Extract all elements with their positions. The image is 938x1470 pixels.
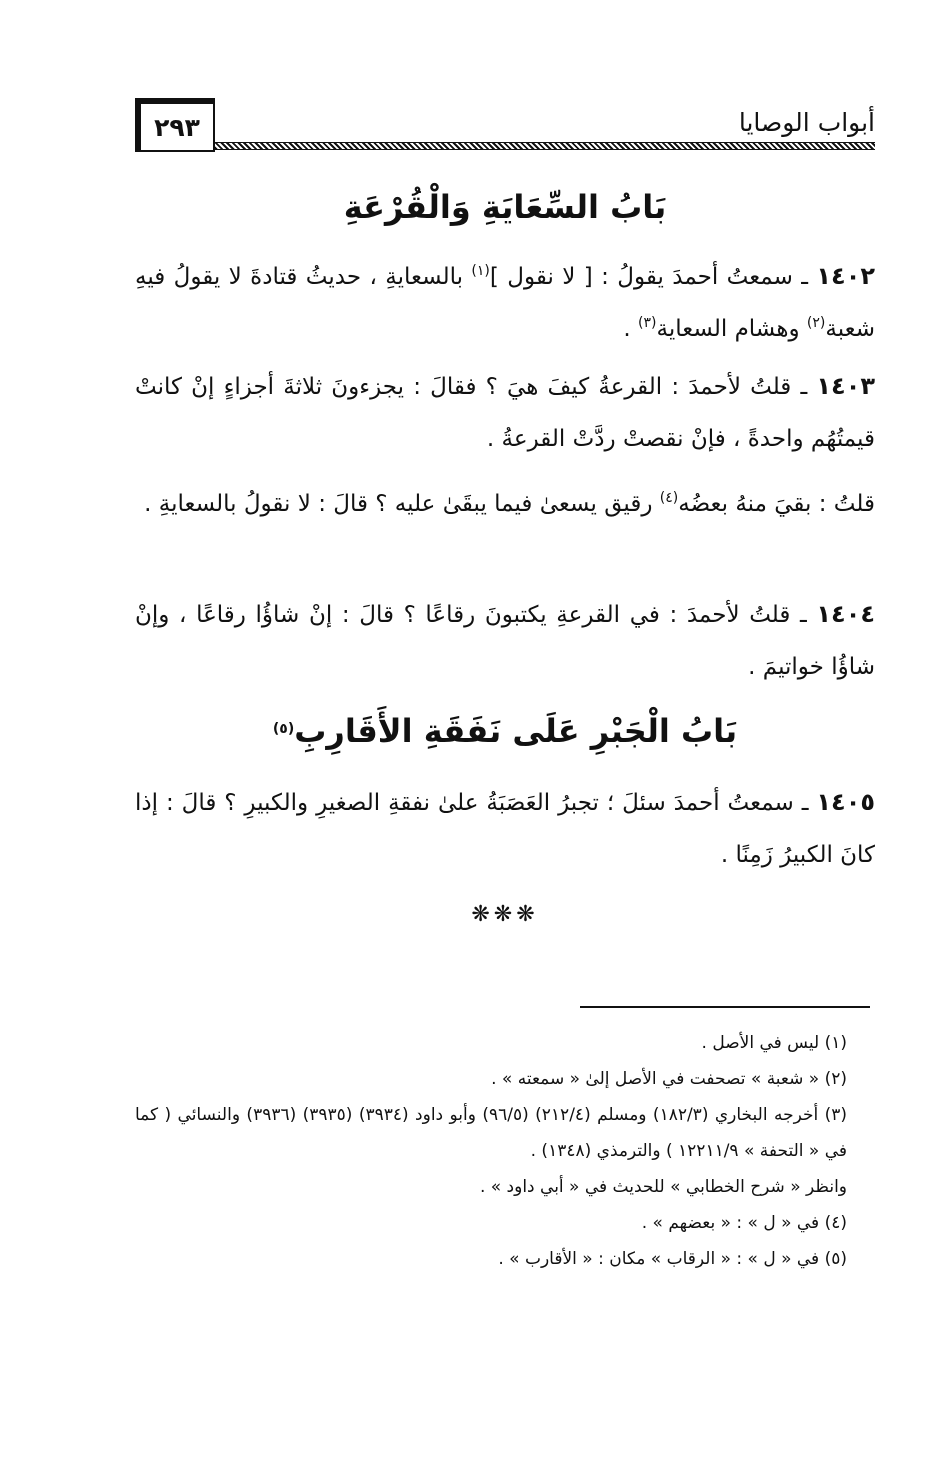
footnote-3: (٣) أخرجه البخاري (١٨٢/٣) ومسلم (٢١٢/٤) (٩٦/٥) وأبو داود (٣٩٣٤) (٣٩٣٥) (٣٩٣٦) والنسائي ( كما في « التحفة » ١٢٢١١/٩ ) والترمذي (١٣٤٨) . (135, 1105, 848, 1161)
paragraph-text: سمعتُ أحمدَ يقولُ : [ لا نقول ] (489, 264, 793, 290)
page-number-box (135, 98, 215, 152)
section-title-text: بَابُ الْجَبْرِ عَلَى نَفَقَةِ الأَقَارِبِ (294, 712, 738, 750)
paragraph-number: ١٤٠٥ (816, 788, 875, 816)
section-separator: ❋❋❋ (471, 902, 539, 927)
footnote-marker: (٣) (638, 315, 657, 331)
section-title-siaya: بَابُ السِّعَايَةِ وَالْقُرْعَةِ (343, 188, 667, 226)
paragraph-1403-cont (135, 478, 875, 530)
paragraph-text: وهشام السعاية (656, 316, 807, 342)
page-header (135, 98, 875, 156)
paragraph-number: ١٤٠٣ (816, 372, 875, 400)
footnote-rule (580, 1006, 870, 1008)
footnote-4: (٤) في « ل » : « بعضهم » . (641, 1213, 847, 1233)
footnotes (135, 1025, 875, 1277)
footnote-1: (١) ليس في الأصل . (701, 1033, 847, 1053)
paragraph-text: قلتُ : بقيَ منهُ بعضُه (678, 491, 875, 517)
page-number: ٢٩٣ (154, 112, 200, 142)
footnote-marker: (١) (471, 263, 490, 279)
footnote-2: (٢) « شعبة » تصحفت في الأصل إلىٰ « سمعته » . (491, 1069, 847, 1089)
footnote-marker: (٥) (272, 721, 295, 737)
dash: ـ (793, 790, 817, 816)
header-rule (215, 142, 875, 150)
paragraph-text: قلتُ لأحمدَ : القرعةُ كيفَ هيَ ؟ فقالَ : يجزءونَ ثلاثةَ أجزاءٍ إنْ كانتْ قيمتُهُم واحدةً ، فإنْ نقصتْ ردَّتْ القرعةُ . (135, 374, 875, 452)
paragraph-text: . (623, 316, 639, 342)
footnote-marker: (٤) (659, 490, 679, 506)
paragraph-text: رقيق يسعىٰ فيما يبقَىٰ عليه ؟ قالَ : لا نقولُ بالسعايةِ . (144, 491, 660, 517)
dash: ـ (791, 374, 817, 400)
footnote-marker: (٢) (806, 315, 826, 331)
footnote-5: (٥) في « ل » : « الرقاب » مكان : « الأقارب » . (498, 1249, 847, 1269)
section-title-nafaqa (135, 712, 875, 750)
paragraph-1405 (135, 776, 875, 881)
paragraph-1403 (135, 360, 875, 465)
footnote-3-cont: وانظر « شرح الخطابي » للحديث في « أبي داود » . (479, 1177, 847, 1197)
paragraph-1402 (135, 250, 875, 355)
running-title: أبواب الوصايا (738, 108, 875, 137)
paragraph-number: ١٤٠٤ (816, 600, 875, 628)
paragraph-text: قلتُ لأحمدَ : في القرعةِ يكتبونَ رقاعًا ؟ قالَ : إنْ شاؤُا رقاعًا ، وإنْ شاؤُا خواتيمَ . (135, 602, 875, 680)
paragraph-text: سمعتُ أحمدَ سئلَ ؛ تجبرُ العَصَبَةُ علىٰ نفقةِ الصغيرِ والكبيرِ ؟ قالَ : إذا كانَ الكبيرُ زَمِنًا . (135, 790, 875, 868)
paragraph-number: ١٤٠٢ (816, 262, 875, 290)
paragraph-text: بالسعايةِ ، حديثُ قتادةَ لا يقولُ فيهِ شعبة (135, 264, 875, 342)
dash: ـ (792, 264, 817, 290)
dash: ـ (790, 602, 817, 628)
paragraph-1404 (135, 588, 875, 693)
